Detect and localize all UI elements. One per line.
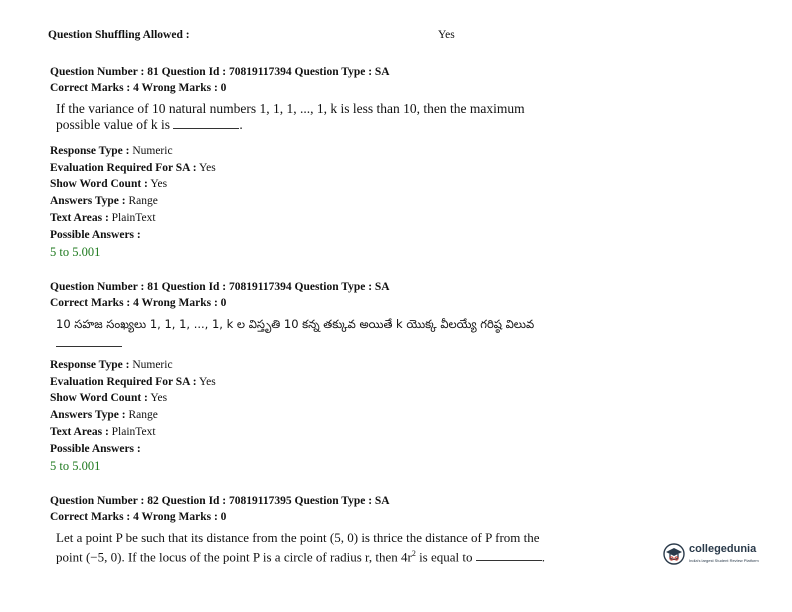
answer-blank [56,336,122,347]
marks-meta: Correct Marks : 4 Wrong Marks : 0 [50,297,227,309]
marks-meta: Correct Marks : 4 Wrong Marks : 0 [50,511,227,523]
question-text [56,316,586,351]
question-block-81-te [50,279,590,474]
question-text [56,530,586,565]
response-details: Response Type : Numeric Evaluation Required For SA : Yes Show Word Count : Yes Answers Type : Range Text Areas : PlainText Possible Answers : [50,359,216,455]
graduation-cap-icon [663,543,685,565]
answer-blank [173,118,239,129]
marks-meta: Correct Marks : 4 Wrong Marks : 0 [50,82,227,94]
question-block-82-en [50,493,590,565]
question-text-line: 10 సహజ సంఖ్యలు 1, 1, 1, ..., 1, k ల విస్తృతి 10 కన్న తక్కువ అయితే k యొక్క వీలయ్యే గరిష్ఠ విలువ [56,317,535,331]
question-meta: Question Number : 82 Question Id : 70819117395 Question Type : SA [50,495,390,507]
shuffle-label: Question Shuffling Allowed : [48,29,190,41]
question-text [56,101,586,133]
answer-blank [476,550,542,561]
question-meta: Question Number : 81 Question Id : 70819117394 Question Type : SA [50,281,390,293]
question-text-line: If the variance of 10 natural numbers 1, 1, 1, ..., 1, k is less than 10, then the maximum [56,101,525,116]
logo-tagline: India's largest Student Review Platform [689,558,759,563]
question-text-line: Let a point P be such that its distance from the point (5, 0) is thrice the distance of P from the [56,530,540,545]
question-text-line: point (−5, 0). If the locus of the point P is a circle of radius r, then $4r^2$ is equal to . [56,549,545,565]
possible-answer: 5 to 5.001 [50,245,101,260]
question-text-line: possible value of k is . [56,117,243,132]
collegedunia-logo [663,541,763,569]
possible-answer: 5 to 5.001 [50,459,101,474]
logo-name: collegedunia [689,543,757,555]
question-block-81-en [50,64,590,260]
question-meta: Question Number : 81 Question Id : 70819117394 Question Type : SA [50,66,390,78]
shuffle-value: Yes [438,29,455,41]
response-details: Response Type : Numeric Evaluation Required For SA : Yes Show Word Count : Yes Answers Type : Range Text Areas : PlainText Possible Answers : [50,145,216,241]
